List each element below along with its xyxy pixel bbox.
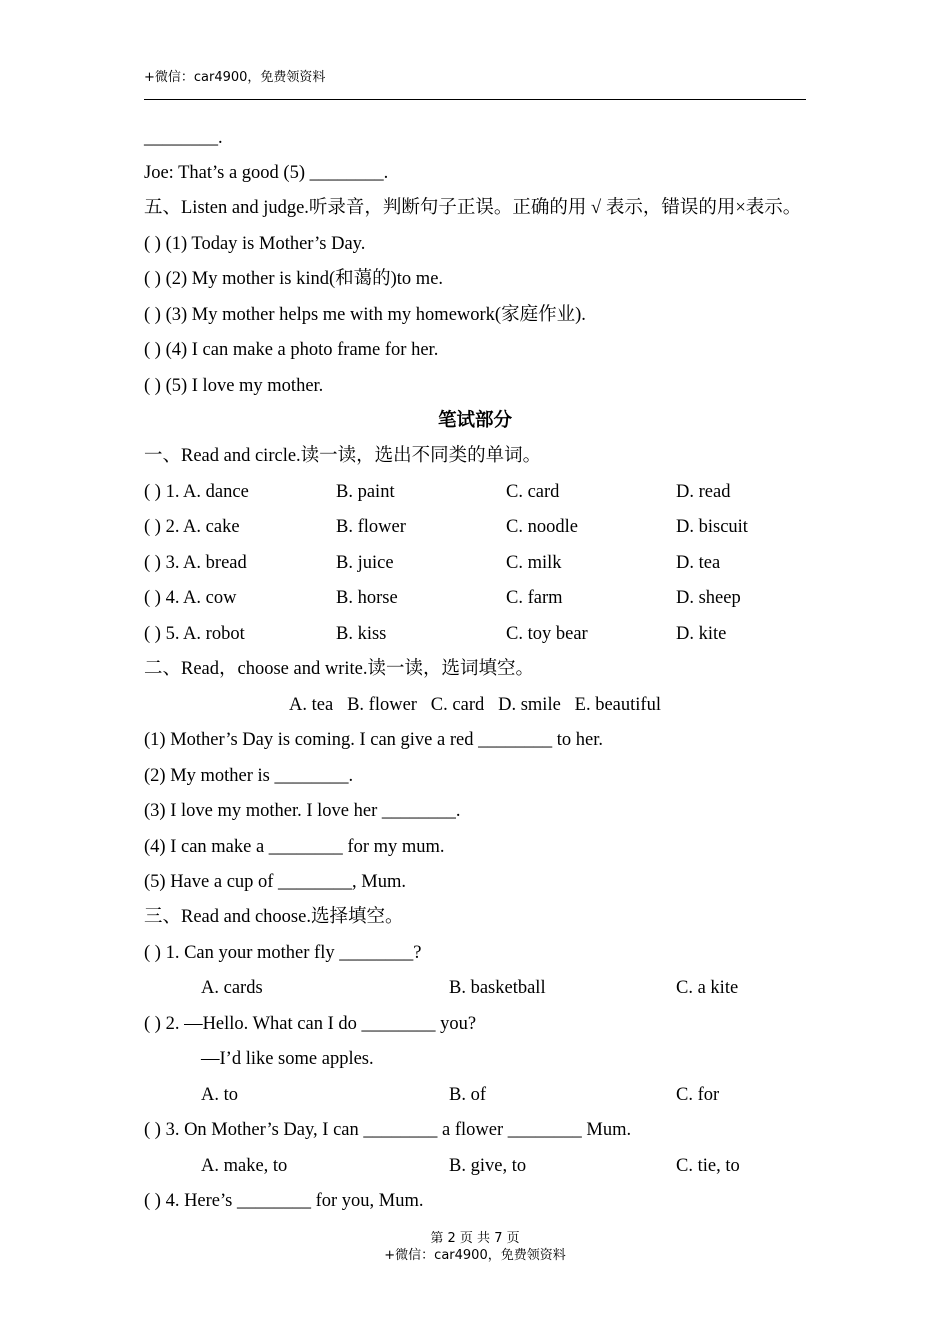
option-b: B. juice [336, 553, 394, 573]
part3-title: 三、Read and choose.选择填空。 [144, 907, 404, 927]
choice-a: A. make, to [201, 1156, 288, 1176]
joe-line: Joe: That’s a good (5) ________. [144, 163, 389, 183]
question-stem: ( ) 3. On Mother’s Day, I can ________ a flower ________ Mum. [144, 1120, 632, 1140]
option-c: C. noodle [506, 517, 578, 537]
option-b: B. kiss [336, 624, 387, 644]
option-b: B. horse [336, 588, 398, 608]
question-stem: ( ) 4. Here’s ________ for you, Mum. [144, 1191, 424, 1211]
option-a: ( ) 1. A. dance [144, 482, 249, 502]
part1-title: 一、Read and circle.读一读，选出不同类的单词。 [144, 446, 542, 466]
option-c: C. card [506, 482, 560, 502]
option-a: ( ) 5. A. robot [144, 624, 245, 644]
fill-item: (1) Mother’s Day is coming. I can give a red ________ to her. [144, 730, 603, 750]
judge-item: ( ) (3) My mother helps me with my homework(家庭作业). [144, 305, 586, 325]
judge-item: ( ) (5) I love my mother. [144, 376, 324, 396]
part2-title: 二、Read，choose and write.读一读，选词填空。 [144, 659, 534, 679]
fill-item: (2) My mother is ________. [144, 766, 354, 786]
choice-c: C. for [676, 1085, 720, 1105]
judge-item: ( ) (1) Today is Mother’s Day. [144, 234, 366, 254]
fill-item: (3) I love my mother. I love her ________. [144, 801, 461, 821]
question-stem: ( ) 1. Can your mother fly ________? [144, 943, 422, 963]
judge-item: ( ) (2) My mother is kind(和蔼的)to me. [144, 269, 444, 289]
dialogue-reply: —I’d like some apples. [201, 1049, 374, 1069]
fill-item: (4) I can make a ________ for my mum. [144, 837, 445, 857]
option-c: C. milk [506, 553, 562, 573]
option-d: D. tea [676, 553, 721, 573]
option-d: D. biscuit [676, 517, 748, 537]
option-c: C. farm [506, 588, 563, 608]
option-a: ( ) 2. A. cake [144, 517, 240, 537]
footer-watermark: +微信：car4900，免费领资料 [384, 1248, 566, 1263]
option-d: D. kite [676, 624, 727, 644]
choice-b: B. basketball [449, 978, 546, 998]
page-number: 第 2 页 共 7 页 [430, 1231, 520, 1246]
option-d: D. sheep [676, 588, 741, 608]
question-stem: ( ) 2. —Hello. What can I do ________ you? [144, 1014, 477, 1034]
option-b: B. paint [336, 482, 395, 502]
section5-title: 五、Listen and judge.听录音，判断句子正误。正确的用 √ 表示，错误的用×表示。 [144, 198, 802, 218]
header-divider [144, 99, 806, 100]
choice-a: A. cards [201, 978, 263, 998]
option-a: ( ) 4. A. cow [144, 588, 237, 608]
choice-b: B. of [449, 1085, 486, 1105]
choice-a: A. to [201, 1085, 238, 1105]
option-b: B. flower [336, 517, 406, 537]
header-watermark: +微信：car4900，免费领资料 [144, 70, 326, 85]
option-c: C. toy bear [506, 624, 588, 644]
choice-c: C. tie, to [676, 1156, 740, 1176]
fill-item: (5) Have a cup of ________, Mum. [144, 872, 407, 892]
option-d: D. read [676, 482, 731, 502]
judge-item: ( ) (4) I can make a photo frame for her. [144, 340, 439, 360]
choice-b: B. give, to [449, 1156, 527, 1176]
option-a: ( ) 3. A. bread [144, 553, 247, 573]
blank-line: ________. [144, 128, 223, 148]
written-section-title: 笔试部分 [437, 411, 512, 431]
word-bank: A. tea B. flower C. card D. smile E. beautiful [289, 695, 661, 715]
choice-c: C. a kite [676, 978, 739, 998]
